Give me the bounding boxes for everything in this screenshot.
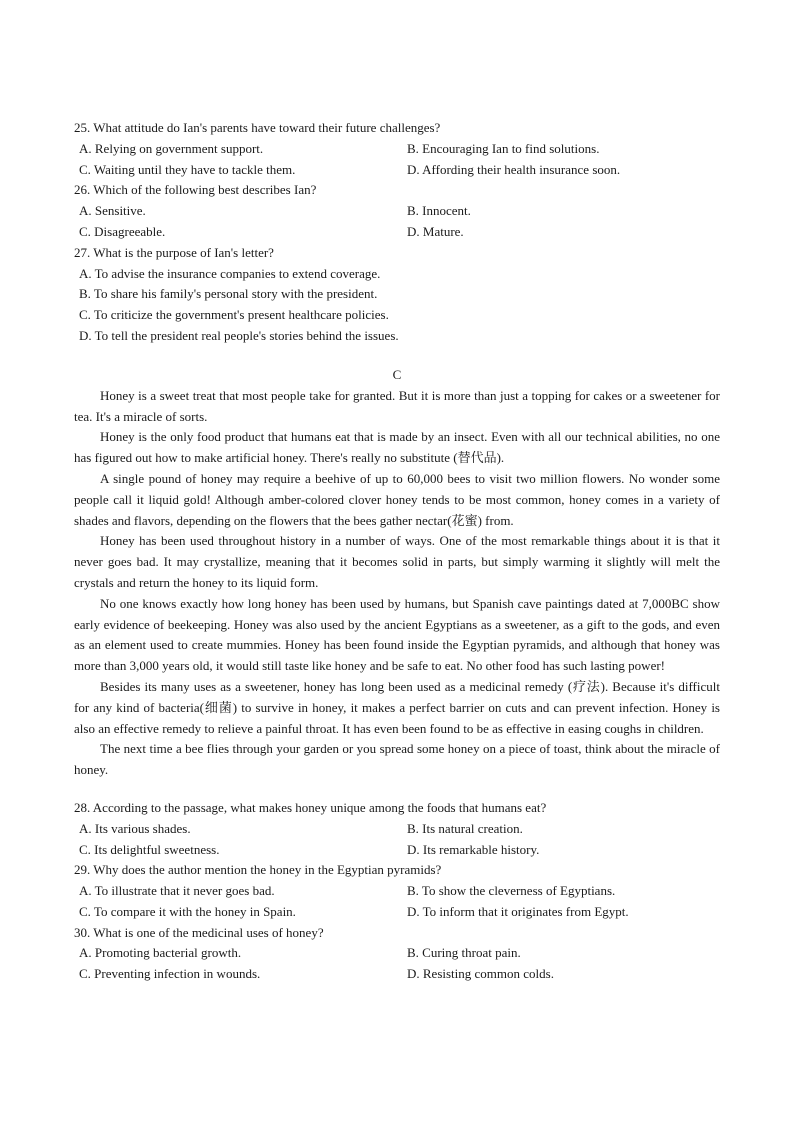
question-stem: 26. Which of the following best describes Ian? — [74, 182, 317, 198]
passage-paragraph: Honey has been used throughout history in a number of ways. One of the most remarkable things about it is that it never goes bad. It may crystallize, meaning that it becomes solid in parts, but simply warming it slightly will melt the crystals and return the honey to its liquid form. — [74, 533, 720, 590]
question-stem: 25. What attitude do Ian's parents have toward their future challenges? — [74, 120, 441, 135]
option-c: C. Preventing infection in wounds. — [79, 966, 261, 982]
passage-paragraph: No one knows exactly how long honey has been used by humans, but Spanish cave paintings dated at 7,000BC show early evidence of beekeeping. Honey was also used by the ancient Egyptians as a sweetener, as a gift to the gods, and even as an element used to create mummies. Honey has been found inside the Egyptian pyramids, and although that honey was more than 3,000 years old, it would still taste like honey and be safe to eat. No other food has such lasting power! — [74, 595, 720, 674]
question-25 — [74, 118, 720, 180]
option-a: A. Sensitive. — [79, 203, 146, 219]
option-b: B. To show the cleverness of Egyptians. — [407, 883, 616, 899]
question-29 — [74, 860, 720, 922]
question-stem: 29. Why does the author mention the honey in the Egyptian pyramids? — [74, 862, 442, 878]
question-stem: 30. What is one of the medicinal uses of honey? — [74, 924, 324, 940]
option-c: C. Disagreeable. — [79, 223, 166, 239]
option-d: D. To inform that it originates from Egypt. — [407, 903, 629, 919]
question-stem: 28. According to the passage, what makes honey unique among the foods that humans eat? — [74, 799, 547, 815]
option-a: A. Promoting bacterial growth. — [79, 945, 242, 961]
option-b: B. Innocent. — [407, 203, 471, 219]
passage-paragraph: A single pound of honey may require a beehive of up to 60,000 bees to visit two million flowers. No wonder some people call it liquid gold! Although amber-colored clover honey tends to be most common, honey comes in a variety of shades and flavors, depending on the flowers that the bees gather nectar(花蜜) from. — [74, 470, 720, 528]
option-b: B. Encouraging Ian to find solutions. — [407, 140, 600, 156]
section-title: C — [392, 366, 402, 382]
passage-paragraph: Honey is the only food product that humans eat that is made by an insect. Even with all our technical abilities, no one has figured out how to make artificial honey. There's really no substitute (替代品). — [74, 429, 720, 466]
option-a: A. Relying on government support. — [79, 140, 264, 156]
question-27 — [74, 243, 720, 347]
question-30 — [74, 923, 720, 985]
passage-paragraph: The next time a bee flies through your garden or you spread some honey on a piece of toast, think about the miracle of honey. — [74, 741, 720, 778]
option-d: D. To tell the president real people's stories behind the issues. — [79, 327, 399, 343]
question-stem: 27. What is the purpose of Ian's letter? — [74, 244, 274, 260]
option-b: B. To share his family's personal story with the president. — [79, 286, 378, 302]
option-b: B. Curing throat pain. — [407, 945, 521, 961]
option-d: D. Its remarkable history. — [407, 841, 540, 857]
passage-paragraph: Besides its many uses as a sweetener, honey has long been used as a medicinal remedy (疗法). Because it's difficult for any kind of bacteria(细菌) to survive in honey, it makes a perfect barrier on cuts and can prevent infection. Honey is also an effective remedy to relieve a painful throat. It has even been found to be as effective in easing coughs in children. — [74, 678, 720, 736]
option-a: A. To illustrate that it never goes bad. — [79, 883, 275, 899]
page-content — [74, 118, 720, 985]
question-26 — [74, 180, 720, 242]
spacer — [74, 781, 720, 798]
option-b: B. Its natural creation. — [407, 820, 523, 836]
option-c: C. Its delightful sweetness. — [79, 841, 220, 857]
option-d: D. Mature. — [407, 223, 464, 239]
option-d: D. Resisting common colds. — [407, 966, 554, 982]
option-c: C. To criticize the government's present healthcare policies. — [79, 307, 389, 323]
option-d: D. Affording their health insurance soon. — [407, 161, 621, 177]
option-c: C. Waiting until they have to tackle them. — [79, 161, 296, 177]
question-28 — [74, 798, 720, 860]
passage-paragraph: Honey is a sweet treat that most people take for granted. But it is more than just a topping for cakes or a sweetener for tea. It's a miracle of sorts. — [74, 387, 720, 424]
option-a: A. Its various shades. — [79, 820, 191, 836]
option-a: A. To advise the insurance companies to extend coverage. — [79, 265, 381, 281]
passage — [74, 386, 720, 781]
option-c: C. To compare it with the honey in Spain. — [79, 903, 296, 919]
